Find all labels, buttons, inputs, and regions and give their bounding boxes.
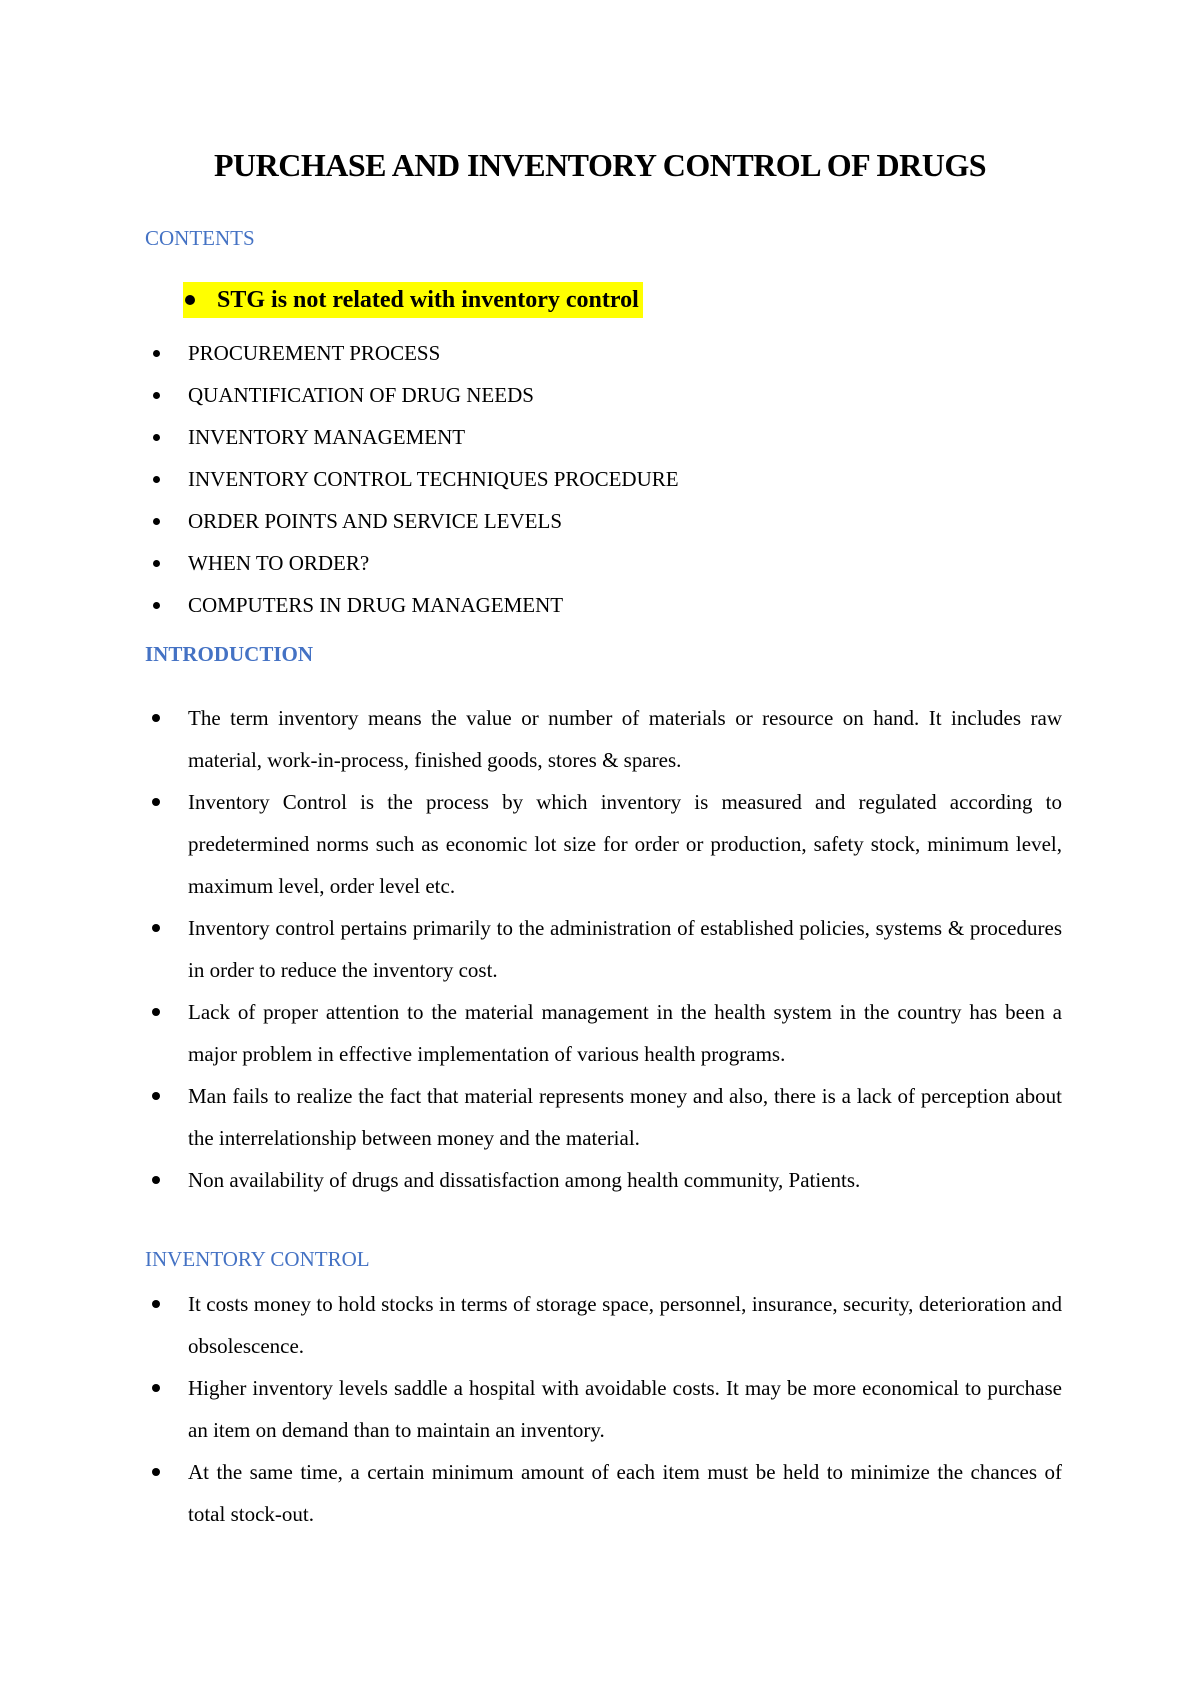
contents-item-text: COMPUTERS IN DRUG MANAGEMENT bbox=[188, 592, 564, 617]
bullet-icon bbox=[153, 560, 160, 567]
contents-list bbox=[152, 332, 1102, 626]
list-item-text: Non availability of drugs and dissatisfaction among health community, Patients. bbox=[188, 1168, 861, 1192]
list-item bbox=[152, 1159, 1062, 1201]
bullet-icon bbox=[152, 1008, 160, 1016]
contents-item-text: INVENTORY CONTROL TECHNIQUES PROCEDURE bbox=[188, 466, 679, 491]
list-item bbox=[152, 697, 1062, 781]
list-item bbox=[152, 1283, 1062, 1367]
bullet-icon bbox=[152, 1384, 160, 1392]
bullet-icon bbox=[152, 1468, 160, 1476]
bullet-icon bbox=[185, 295, 195, 305]
introduction-heading: INTRODUCTION bbox=[145, 642, 314, 666]
contents-item-text: ORDER POINTS AND SERVICE LEVELS bbox=[188, 508, 563, 533]
bullet-icon bbox=[152, 714, 160, 722]
bullet-icon bbox=[153, 518, 160, 525]
bullet-icon bbox=[152, 1300, 160, 1308]
bullet-icon bbox=[152, 1176, 160, 1184]
bullet-icon bbox=[153, 476, 160, 483]
list-item-text: Inventory control pertains primarily to the administration of established policies, systems & procedures in order to reduce the inventory cost. bbox=[188, 916, 1062, 982]
list-item-text: It costs money to hold stocks in terms of storage space, personnel, insurance, security, deterioration and obsolescence. bbox=[188, 1292, 1062, 1358]
introduction-list bbox=[152, 697, 1062, 1201]
inventory-control-list bbox=[152, 1283, 1062, 1535]
contents-item-text: WHEN TO ORDER? bbox=[188, 550, 370, 575]
document-title: PURCHASE AND INVENTORY CONTROL OF DRUGS bbox=[213, 147, 987, 183]
bullet-icon bbox=[153, 602, 160, 609]
list-item-text: Inventory Control is the process by which inventory is measured and regulated according to predetermined norms such as economic lot size for order or production, safety stock, minimum level, maximum level, order level etc. bbox=[188, 790, 1062, 898]
bullet-icon bbox=[152, 1092, 160, 1100]
contents-item-text: INVENTORY MANAGEMENT bbox=[188, 424, 466, 449]
bullet-icon bbox=[153, 392, 160, 399]
contents-item bbox=[152, 458, 1102, 500]
contents-item bbox=[152, 374, 1102, 416]
highlighted-note-text: STG is not related with inventory control bbox=[217, 286, 639, 313]
bullet-icon bbox=[152, 798, 160, 806]
bullet-icon bbox=[153, 350, 160, 357]
contents-item bbox=[152, 332, 1102, 374]
contents-item bbox=[152, 542, 1102, 584]
list-item-text: Higher inventory levels saddle a hospital with avoidable costs. It may be more economical to purchase an item on demand than to maintain an inventory. bbox=[188, 1376, 1062, 1442]
contents-item bbox=[152, 500, 1102, 542]
list-item bbox=[152, 1367, 1062, 1451]
list-item-text: Lack of proper attention to the material management in the health system in the country has been a major problem in effective implementation of various health programs. bbox=[188, 1000, 1062, 1066]
list-item-text: The term inventory means the value or number of materials or resource on hand. It includes raw material, work-in-process, finished goods, stores & spares. bbox=[188, 706, 1062, 772]
list-item bbox=[152, 781, 1062, 907]
list-item bbox=[152, 1451, 1062, 1535]
contents-heading: CONTENTS bbox=[145, 226, 255, 250]
contents-item-text: PROCUREMENT PROCESS bbox=[188, 340, 441, 365]
list-item-text: Man fails to realize the fact that material represents money and also, there is a lack of perception about the interrelationship between money and the material. bbox=[188, 1084, 1062, 1150]
list-item bbox=[152, 991, 1062, 1075]
highlighted-note bbox=[183, 282, 643, 318]
list-item bbox=[152, 1075, 1062, 1159]
contents-item-text: QUANTIFICATION OF DRUG NEEDS bbox=[188, 382, 534, 407]
contents-item bbox=[152, 416, 1102, 458]
bullet-icon bbox=[153, 434, 160, 441]
contents-item bbox=[152, 584, 1102, 626]
bullet-icon bbox=[152, 924, 160, 932]
list-item bbox=[152, 907, 1062, 991]
list-item-text: At the same time, a certain minimum amount of each item must be held to minimize the chances of total stock-out. bbox=[188, 1460, 1062, 1526]
inventory-control-heading: INVENTORY CONTROL bbox=[145, 1247, 370, 1271]
